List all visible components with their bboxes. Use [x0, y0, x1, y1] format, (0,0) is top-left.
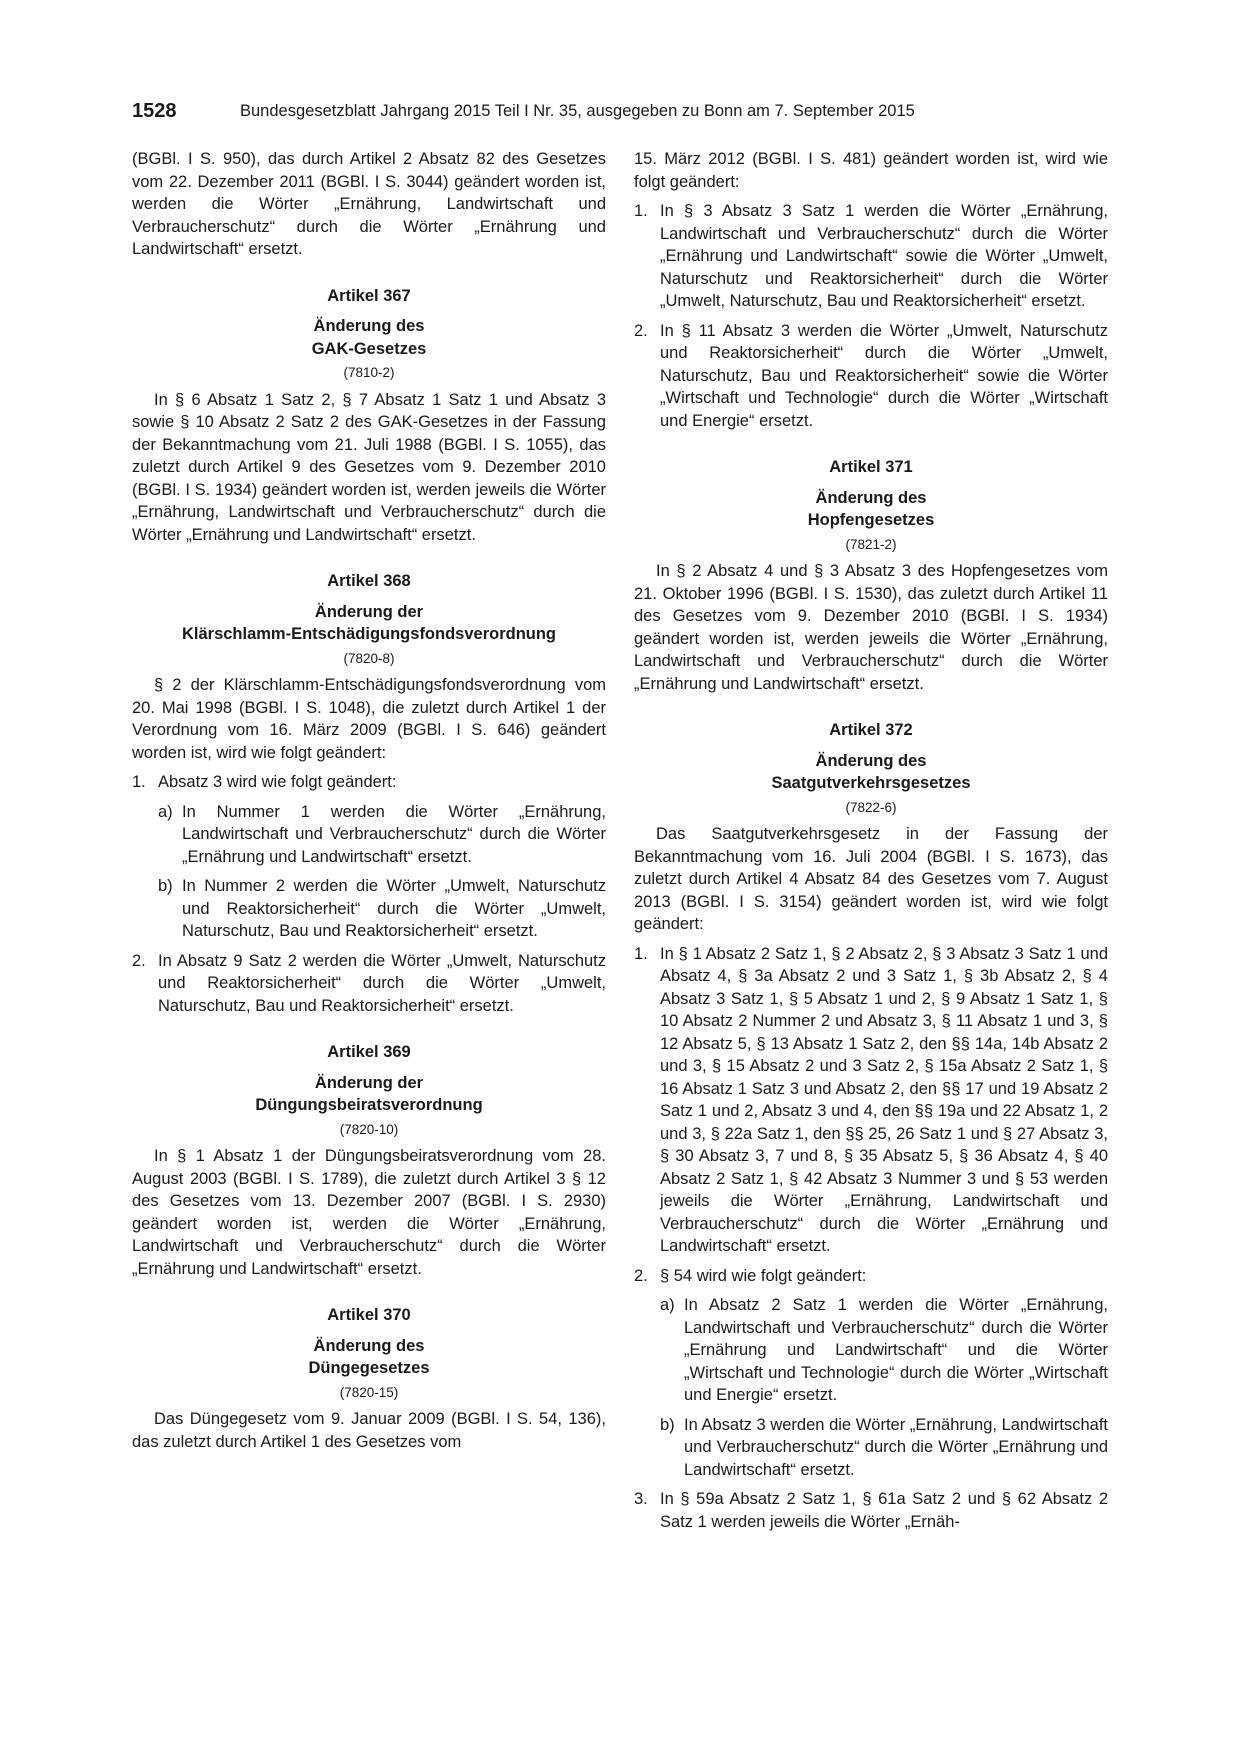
continuation-paragraph: 15. März 2012 (BGBl. I S. 481) geändert worden ist, wird wie folgt geändert: — [634, 150, 1108, 191]
article-number: Artikel 367 — [327, 286, 411, 305]
list-item — [634, 320, 1108, 433]
list-item-number: 1. — [634, 202, 648, 220]
sub-item — [660, 1294, 1108, 1407]
article-code: (7810-2) — [343, 365, 395, 380]
article-number: Artikel 371 — [829, 458, 913, 476]
list-item-text: In § 3 Absatz 3 Satz 1 werden die Wörter „Ernährung, Landwirtschaft und Verbraucherschutz“ durch die Wörter „Ernährung und Landwirtschaft“ sowie die Wörter „Umwelt, Naturschutz und Reaktorsicherheit“ durch die Wörter „Umwelt, Naturschutz, Bau und Reaktorsicherheit“ ersetzt. — [660, 202, 1108, 310]
sub-item-text: In Absatz 2 Satz 1 werden die Wörter „Ernährung, Landwirtschaft und Verbraucherschutz“ durch die Wörter „Ernährung und Landwirtschaft“ und die Wörter „Wirtschaft und Technologie“ durch die Wörter „Wirtschaft und Energie“ ersetzt. — [684, 1296, 1108, 1404]
article-title: GAK-Gesetzes — [311, 339, 427, 358]
sub-item — [158, 875, 606, 943]
article-number: Artikel 369 — [327, 1043, 411, 1061]
sub-item-text: In Nummer 1 werden die Wörter „Ernährung, Landwirtschaft und Verbraucherschutz“ durch die Wörter „Ernährung und Landwirtschaft“ ersetzt. — [182, 802, 606, 866]
list-item-text: In Absatz 9 Satz 2 werden die Wörter „Umwelt, Naturschutz und Reaktorsicherheit“ durch die Wörter „Umwelt, Naturschutz, Bau und Reaktorsicherheit“ ersetzt. — [158, 951, 606, 1015]
article-number: Artikel 372 — [829, 721, 913, 739]
article-369-body: In § 1 Absatz 1 der Düngungsbeiratsverordnung vom 28. August 2003 (BGBl. I S. 1789), die zuletzt durch Artikel 3 § 12 des Gesetzes vom 13. Dezember 2007 (BGBl. I S. 2930) geändert worden ist, werden die Wörter „Ernährung, Landwirtschaft und Verbraucherschutz“ durch die Wörter „Ernährung und Landwirtschaft“ ersetzt. — [132, 1147, 606, 1278]
list-item-number: 1. — [634, 944, 648, 963]
list-item-text: In § 11 Absatz 3 werden die Wörter „Umwelt, Naturschutz und Reaktorsicherheit“ durch die Wörter „Umwelt, Naturschutz, Bau und Reaktorsicherheit“ sowie die Wörter „Wirtschaft und Technologie“ durch die Wörter „Wirtschaft und Energie“ ersetzt. — [660, 321, 1108, 430]
list-item — [634, 1265, 1108, 1288]
article-371-body: In § 2 Absatz 4 und § 3 Absatz 3 des Hopfengesetzes vom 21. Oktober 1996 (BGBl. I S. 1530), das zuletzt durch Artikel 11 des Gesetzes vom 9. Dezember 2010 (BGBl. I S. 1934) geändert worden ist, werden jeweils die Wörter „Ernährung, Landwirtschaft und Verbraucherschutz“ durch die Wörter „Ernährung und Landwirtschaft“ ersetzt. — [634, 562, 1108, 693]
list-item-text: Absatz 3 wird wie folgt geändert: — [158, 773, 397, 791]
page-header — [132, 100, 1012, 126]
list-item-text: In § 59a Absatz 2 Satz 1, § 61a Satz 2 und § 62 Absatz 2 Satz 1 werden jeweils die Wörter „Ernäh- — [660, 1490, 1108, 1531]
sub-item-letter: a) — [660, 1296, 675, 1314]
sub-item-text: In Absatz 3 werden die Wörter „Ernährung, Landwirtschaft und Verbraucherschutz“ durch die Wörter „Ernährung und Landwirtschaft“ ersetzt. — [684, 1415, 1108, 1479]
article-369-heading — [132, 1041, 606, 1141]
article-372-heading — [634, 719, 1108, 819]
list-item-number: 2. — [634, 1266, 648, 1285]
article-number: Artikel 370 — [327, 1306, 411, 1324]
article-title: Änderung der — [314, 1073, 424, 1092]
article-title: Düngegesetzes — [308, 1359, 430, 1377]
list-item-number: 3. — [634, 1490, 648, 1508]
article-title: Klärschlamm-Entschädigungsfondsverordnung — [181, 625, 557, 643]
sub-item-letter: a) — [158, 802, 173, 821]
list-item-number: 2. — [634, 321, 648, 340]
article-370-body: Das Düngegesetz vom 9. Januar 2009 (BGBl. I S. 54, 136), das zuletzt durch Artikel 1 des Gesetzes vom — [132, 1410, 606, 1451]
right-column — [634, 148, 1108, 1533]
article-title: Düngungsbeiratsverordnung — [255, 1096, 483, 1114]
sub-item-letter: b) — [660, 1415, 675, 1434]
running-title: Bundesgesetzblatt Jahrgang 2015 Teil I Nr. 35, ausgegeben zu Bonn am 7. September 2015 — [240, 102, 915, 120]
article-number: Artikel 368 — [327, 572, 411, 590]
article-title: Hopfengesetzes — [807, 511, 935, 529]
article-370-heading — [132, 1304, 606, 1404]
article-title: Änderung des — [313, 1336, 425, 1355]
article-title: Änderung des — [313, 317, 425, 335]
sub-item-text: In Nummer 2 werden die Wörter „Umwelt, Naturschutz und Reaktorsicherheit“ durch die Wörter „Umwelt, Naturschutz, Bau und Reaktorsicherheit“ ersetzt. — [182, 877, 606, 940]
article-371-heading — [634, 456, 1108, 556]
article-title: Änderung des — [815, 751, 927, 770]
intro-paragraph: (BGBl. I S. 950), das durch Artikel 2 Absatz 82 des Gesetzes vom 22. Dezember 2011 (BGBl. I S. 3044) geändert worden ist, werden die Wörter „Ernährung, Landwirtschaft und Verbraucherschutz“ durch die Wörter „Ernährung und Landwirtschaft“ ersetzt. — [132, 150, 606, 258]
sub-item — [660, 1414, 1108, 1482]
sub-item-letter: b) — [158, 877, 173, 895]
article-367-heading — [132, 285, 606, 385]
article-code: (7820-8) — [343, 650, 395, 666]
article-368-body: § 2 der Klärschlamm-Entschädigungsfondsverordnung vom 20. Mai 1998 (BGBl. I S. 1048), die zuletzt durch Artikel 1 der Verordnung vom 16. März 2009 (BGBl. I S. 646) geändert worden ist, wird wie folgt geändert: — [132, 676, 606, 762]
list-item — [634, 1488, 1108, 1533]
article-code: (7820-15) — [339, 1384, 399, 1400]
article-372-body: Das Saatgutverkehrsgesetz in der Fassung der Bekanntmachung vom 16. Juli 2004 (BGBl. I S. 1673), das zuletzt durch Artikel 4 Absatz 84 des Gesetzes vom 7. August 2013 (BGBl. I S. 3154) geändert worden ist, wird wie folgt geändert: — [634, 825, 1108, 933]
article-367-body: In § 6 Absatz 1 Satz 2, § 7 Absatz 1 Satz 1 und Absatz 3 sowie § 10 Absatz 2 Satz 2 des GAK-Gesetzes in der Fassung der Bekanntmachung vom 21. Juli 1988 (BGBl. I S. 1055), das zuletzt durch Artikel 9 des Gesetzes vom 9. Dezember 2010 (BGBl. I S. 1934) geändert worden ist, werden jeweils die Wörter „Ernährung, Landwirtschaft und Verbraucherschutz“ durch die Wörter „Ernährung und Landwirtschaft“ ersetzt. — [132, 390, 606, 544]
list-item-text: § 54 wird wie folgt geändert: — [660, 1266, 867, 1285]
list-item — [132, 950, 606, 1018]
sub-item — [158, 801, 606, 869]
list-item-text: In § 1 Absatz 2 Satz 1, § 2 Absatz 2, § 3 Absatz 3 Satz 1 und Absatz 4, § 3a Absatz 2 und 3 Satz 1, § 3b Absatz 2, § 4 Absatz 3 Satz 1, § 5 Absatz 1 und 2, § 9 Absatz 1 Satz 1, § 10 Absatz 2 Nummer 2 und Absatz 3, § 11 Absatz 1 und 3, § 12 Absatz 5, § 13 Absatz 1 Satz 2, den §§ 14a, 14b Absatz 2 und 3, § 15 Absatz 2 und 3 Satz 2, § 15a Absatz 2 Satz 1, § 16 Absatz 1 Satz 3 und Absatz 2, den §§ 17 und 19 Absatz 2 Satz 1 und 2, Absatz 3 und 4, den §§ 19a und 22 Absatz 1, 2 und 3, § 22a Satz 1, den §§ 25, 26 Satz 1 und § 27 Absatz 3, § 30 Absatz 3, 7 und 8, § 35 Absatz 5, § 36 Absatz 4, § 40 Absatz 2 Satz 1, § 42 Absatz 3 Nummer 3 und § 53 werden jeweils die Wörter „Ernährung, Landwirtschaft und Verbraucherschutz“ durch die Wörter „Ernährung und Landwirtschaft“ ersetzt. — [660, 944, 1108, 1255]
list-item-number: 1. — [132, 773, 146, 791]
article-code: (7821-2) — [845, 536, 897, 552]
list-item — [132, 771, 606, 794]
list-item — [634, 200, 1108, 313]
page-number: 1528 — [132, 100, 177, 122]
list-item — [634, 943, 1108, 1258]
article-title: Saatgutverkehrsgesetzes — [771, 774, 971, 792]
list-item-number: 2. — [132, 951, 146, 970]
article-code: (7820-10) — [339, 1121, 399, 1137]
article-title: Änderung der — [314, 602, 424, 621]
left-column — [132, 148, 606, 1453]
article-code: (7822-6) — [845, 799, 897, 815]
article-title: Änderung des — [815, 488, 927, 507]
article-368-heading — [132, 570, 606, 670]
